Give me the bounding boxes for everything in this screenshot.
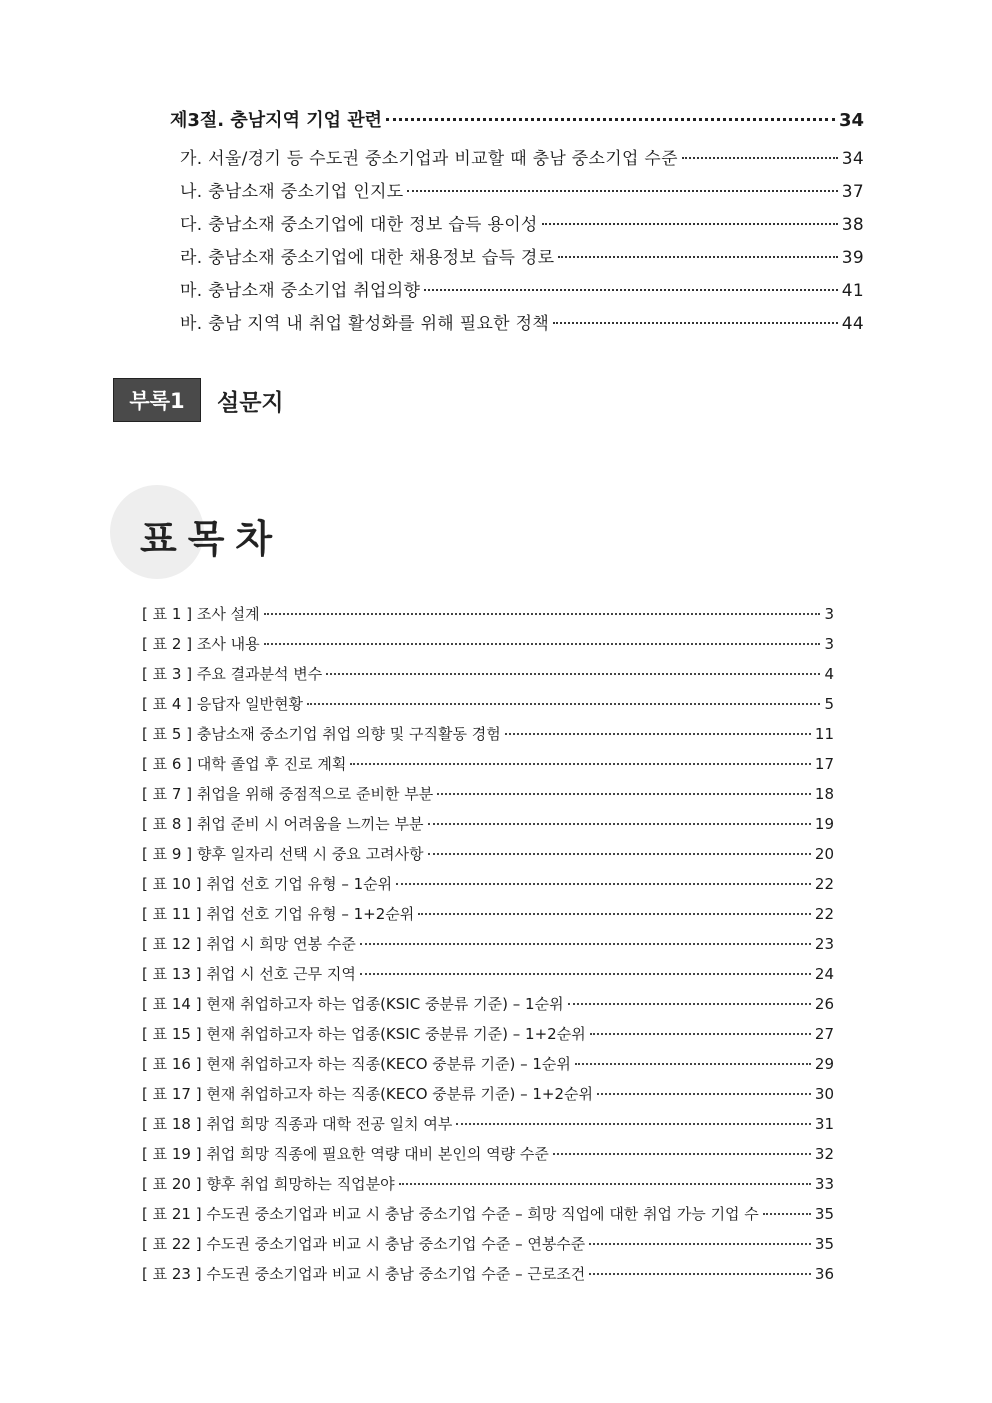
dot-leader — [763, 1213, 811, 1215]
entry-page: 4 — [824, 665, 834, 683]
entry-title: 응답자 일반현황 — [196, 695, 304, 713]
entry-number: [ 표 12 ] — [142, 935, 202, 953]
table-list-title: 표목차 — [140, 517, 284, 561]
toc-subitem-page: 44 — [841, 314, 864, 334]
dot-leader — [553, 322, 838, 324]
entry-title: 수도권 중소기업과 비교 시 충남 중소기업 수준 – 희망 직업에 대한 취업 가능 기업 수 — [206, 1205, 759, 1223]
entry-page: 24 — [814, 965, 834, 983]
table-list-entry[interactable] — [142, 1203, 834, 1224]
appendix-heading[interactable] — [113, 378, 284, 422]
toc-subitem[interactable] — [180, 243, 864, 268]
appendix-badge: 부록1 — [113, 378, 201, 422]
entry-title: 향후 취업 희망하는 직업분야 — [206, 1175, 395, 1193]
table-list-entry[interactable] — [142, 1083, 834, 1104]
table-list-entry[interactable] — [142, 663, 834, 684]
dot-leader — [407, 190, 837, 192]
dot-leader — [542, 223, 838, 225]
dot-leader — [575, 1063, 811, 1065]
entry-number: [ 표 15 ] — [142, 1025, 202, 1043]
entry-number: [ 표 3 ] — [142, 665, 193, 683]
entry-page: 31 — [814, 1115, 834, 1133]
entry-title: 수도권 중소기업과 비교 시 충남 중소기업 수준 – 연봉수준 — [206, 1235, 586, 1253]
entry-number: [ 표 10 ] — [142, 875, 202, 893]
entry-page: 3 — [824, 635, 834, 653]
entry-page: 32 — [814, 1145, 834, 1163]
table-list-entry[interactable] — [142, 1233, 834, 1254]
table-list-entry[interactable] — [142, 1053, 834, 1074]
entry-title: 수도권 중소기업과 비교 시 충남 중소기업 수준 – 근로조건 — [206, 1265, 586, 1283]
entry-page: 36 — [814, 1265, 834, 1283]
dot-leader — [360, 973, 811, 975]
entry-number: [ 표 17 ] — [142, 1085, 202, 1103]
entry-title: 취업을 위해 중점적으로 준비한 부분 — [196, 785, 434, 803]
entry-page: 22 — [814, 905, 834, 923]
entry-title: 취업 희망 직종과 대학 전공 일치 여부 — [206, 1115, 453, 1133]
entry-title: 현재 취업하고자 하는 직종(KECO 중분류 기준) – 1+2순위 — [206, 1085, 594, 1103]
table-list-entry[interactable] — [142, 933, 834, 954]
table-list-entry[interactable] — [142, 873, 834, 894]
entry-page: 18 — [814, 785, 834, 803]
entry-title: 현재 취업하고자 하는 업종(KSIC 중분류 기준) – 1+2순위 — [206, 1025, 586, 1043]
dot-leader — [307, 703, 820, 705]
entry-number: [ 표 9 ] — [142, 845, 193, 863]
section-heading-toc-line[interactable] — [170, 106, 864, 132]
entry-number: [ 표 13 ] — [142, 965, 202, 983]
table-list-entry[interactable] — [142, 813, 834, 834]
entry-page: 35 — [814, 1205, 834, 1223]
entry-page: 11 — [814, 725, 834, 743]
toc-subitem-page: 38 — [841, 215, 864, 235]
toc-subitem-page: 34 — [841, 149, 864, 169]
table-list-entry[interactable] — [142, 753, 834, 774]
dot-leader — [428, 823, 811, 825]
section-heading-page: 34 — [838, 110, 864, 131]
entry-number: [ 표 5 ] — [142, 725, 193, 743]
dot-leader — [350, 763, 811, 765]
entry-title: 취업 희망 직종에 필요한 역량 대비 본인의 역량 수준 — [206, 1145, 549, 1163]
entry-number: [ 표 4 ] — [142, 695, 193, 713]
entry-page: 29 — [814, 1055, 834, 1073]
dot-leader — [399, 1183, 811, 1185]
dot-leader — [386, 118, 835, 121]
table-list-entry[interactable] — [142, 843, 834, 864]
entry-title: 취업 시 희망 연봉 수준 — [206, 935, 356, 953]
toc-subitem[interactable] — [180, 309, 864, 334]
entry-page: 22 — [814, 875, 834, 893]
toc-subitem-label: 나. 충남소재 중소기업 인지도 — [180, 182, 404, 202]
entry-number: [ 표 6 ] — [142, 755, 193, 773]
toc-subitem-page: 39 — [841, 248, 864, 268]
entry-title: 대학 졸업 후 진로 계획 — [196, 755, 347, 773]
table-list-entry[interactable] — [142, 1173, 834, 1194]
toc-subitem-label: 라. 충남소재 중소기업에 대한 채용정보 습득 경로 — [180, 248, 555, 268]
entry-title: 현재 취업하고자 하는 직종(KECO 중분류 기준) – 1순위 — [206, 1055, 571, 1073]
entry-number: [ 표 2 ] — [142, 635, 193, 653]
entry-page: 3 — [824, 605, 834, 623]
dot-leader — [360, 943, 811, 945]
dot-leader — [682, 157, 838, 159]
dot-leader — [396, 883, 811, 885]
entry-title: 조사 설계 — [196, 605, 260, 623]
table-list-entry[interactable] — [142, 963, 834, 984]
table-list-entry[interactable] — [142, 633, 834, 654]
toc-subitem-label: 바. 충남 지역 내 취업 활성화를 위해 필요한 정책 — [180, 314, 550, 334]
entry-page: 23 — [814, 935, 834, 953]
toc-subitem-page: 41 — [841, 281, 864, 301]
entry-number: [ 표 14 ] — [142, 995, 202, 1013]
toc-subitem[interactable] — [180, 177, 864, 202]
entry-page: 27 — [814, 1025, 834, 1043]
dot-leader — [264, 643, 821, 645]
dot-leader — [558, 256, 837, 258]
entry-number: [ 표 19 ] — [142, 1145, 202, 1163]
entry-page: 20 — [814, 845, 834, 863]
table-list-entry[interactable] — [142, 903, 834, 924]
dot-leader — [568, 1003, 811, 1005]
dot-leader — [553, 1153, 811, 1155]
entry-page: 30 — [814, 1085, 834, 1103]
appendix-title: 설문지 — [217, 389, 284, 416]
entry-title: 현재 취업하고자 하는 업종(KSIC 중분류 기준) – 1순위 — [206, 995, 564, 1013]
entry-title: 취업 준비 시 어려움을 느끼는 부분 — [196, 815, 424, 833]
entry-title: 향후 일자리 선택 시 중요 고려사항 — [196, 845, 424, 863]
dot-leader — [418, 913, 811, 915]
entry-page: 35 — [814, 1235, 834, 1253]
dot-leader — [264, 613, 821, 615]
table-list-entry[interactable] — [142, 603, 834, 624]
entry-title: 취업 선호 기업 유형 – 1순위 — [206, 875, 393, 893]
entry-number: [ 표 20 ] — [142, 1175, 202, 1193]
dot-leader — [424, 289, 838, 291]
table-list-entry[interactable] — [142, 1263, 834, 1284]
entry-title: 취업 시 선호 근무 지역 — [206, 965, 356, 983]
entry-title: 조사 내용 — [196, 635, 260, 653]
table-list-entry[interactable] — [142, 783, 834, 804]
entry-number: [ 표 21 ] — [142, 1205, 202, 1223]
entry-number: [ 표 11 ] — [142, 905, 202, 923]
entry-number: [ 표 23 ] — [142, 1265, 202, 1283]
entry-page: 33 — [814, 1175, 834, 1193]
toc-subitem[interactable] — [180, 144, 864, 169]
table-list-entry[interactable] — [142, 693, 834, 714]
toc-subitem[interactable] — [180, 276, 864, 301]
dot-leader — [326, 673, 820, 675]
table-list-entry[interactable] — [142, 723, 834, 744]
dot-leader — [589, 1273, 811, 1275]
entry-page: 5 — [824, 695, 834, 713]
dot-leader — [505, 733, 811, 735]
table-list-entry[interactable] — [142, 993, 834, 1014]
entry-number: [ 표 1 ] — [142, 605, 193, 623]
dot-leader — [590, 1033, 811, 1035]
table-list-entry[interactable] — [142, 1023, 834, 1044]
section-heading-label: 제3절. 충남지역 기업 관련 — [170, 110, 383, 131]
toc-subitem[interactable] — [180, 210, 864, 235]
dot-leader — [428, 853, 811, 855]
entry-number: [ 표 7 ] — [142, 785, 193, 803]
entry-title: 취업 선호 기업 유형 – 1+2순위 — [206, 905, 415, 923]
table-list-entry[interactable] — [142, 1143, 834, 1164]
entry-title: 주요 결과분석 변수 — [196, 665, 323, 683]
entry-number: [ 표 22 ] — [142, 1235, 202, 1253]
toc-subitem-label: 가. 서울/경기 등 수도권 중소기업과 비교할 때 충남 중소기업 수준 — [180, 149, 678, 169]
entry-number: [ 표 18 ] — [142, 1115, 202, 1133]
entry-number: [ 표 8 ] — [142, 815, 193, 833]
toc-subitem-label: 다. 충남소재 중소기업에 대한 정보 습득 용이성 — [180, 215, 538, 235]
toc-subitem-label: 마. 충남소재 중소기업 취업의향 — [180, 281, 421, 301]
entry-page: 26 — [814, 995, 834, 1013]
entry-page: 19 — [814, 815, 834, 833]
table-list-entry[interactable] — [142, 1113, 834, 1134]
entry-page: 17 — [814, 755, 834, 773]
entry-title: 충남소재 중소기업 취업 의향 및 구직활동 경험 — [196, 725, 501, 743]
toc-subitem-page: 37 — [841, 182, 864, 202]
entry-number: [ 표 16 ] — [142, 1055, 202, 1073]
dot-leader — [597, 1093, 811, 1095]
dot-leader — [437, 793, 811, 795]
dot-leader — [456, 1123, 811, 1125]
dot-leader — [589, 1243, 811, 1245]
